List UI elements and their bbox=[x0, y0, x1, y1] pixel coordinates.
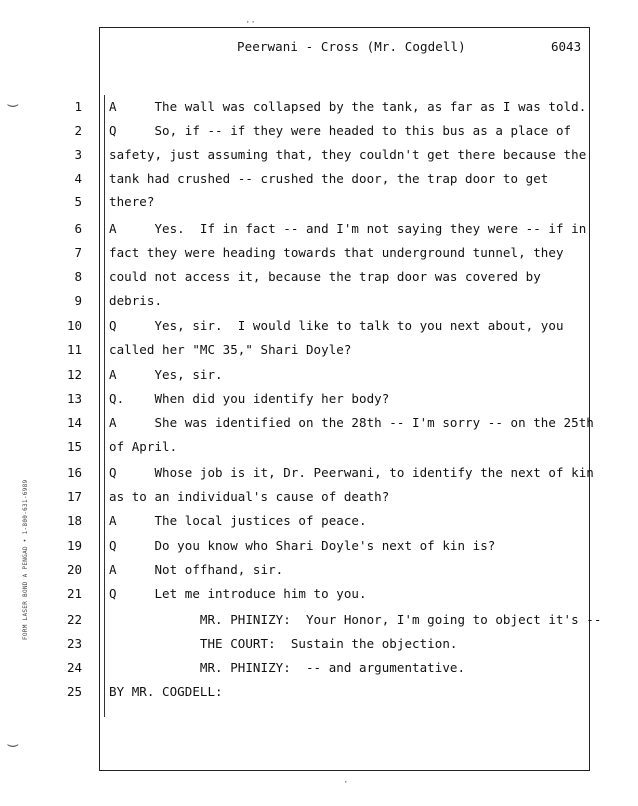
line-number: 23 bbox=[66, 636, 82, 651]
transcript-line: THE COURT: Sustain the objection. bbox=[109, 636, 458, 651]
line-number: 6 bbox=[74, 221, 82, 236]
page-header-title: Peerwani - Cross (Mr. Cogdell) bbox=[237, 39, 466, 54]
line-number-rule bbox=[104, 95, 105, 717]
scan-mark-bottom: · bbox=[343, 778, 349, 788]
line-number: 18 bbox=[66, 513, 82, 528]
transcript-line: Q. When did you identify her body? bbox=[109, 391, 390, 406]
line-number: 17 bbox=[66, 489, 82, 504]
transcript-line: Q Let me introduce him to you. bbox=[109, 586, 367, 601]
line-number: 7 bbox=[74, 245, 82, 260]
line-number: 15 bbox=[66, 439, 82, 454]
page-number: 6043 bbox=[551, 39, 582, 54]
transcript-line: A Not offhand, sir. bbox=[109, 562, 284, 577]
line-number: 3 bbox=[74, 147, 82, 162]
line-number: 25 bbox=[66, 684, 82, 699]
punch-hole-mark-bottom: ‿ bbox=[8, 728, 18, 747]
line-number: 12 bbox=[66, 367, 82, 382]
line-number: 22 bbox=[66, 612, 82, 627]
transcript-line: Q So, if -- if they were headed to this bus as a place of bbox=[109, 123, 572, 138]
line-number: 8 bbox=[74, 269, 82, 284]
margin-form-imprint: FORM LASER BOND A PENGAD • 1-800-631-6989 bbox=[22, 479, 29, 640]
transcript-line: A The wall was collapsed by the tank, as far as I was told. bbox=[109, 99, 587, 114]
transcript-line: called her "MC 35," Shari Doyle? bbox=[109, 342, 352, 357]
transcript-line: as to an individual's cause of death? bbox=[109, 489, 390, 504]
transcript-line: A She was identified on the 28th -- I'm sorry -- on the 25th bbox=[109, 415, 594, 430]
line-number: 13 bbox=[66, 391, 82, 406]
line-number: 20 bbox=[66, 562, 82, 577]
line-number: 5 bbox=[74, 194, 82, 209]
line-number: 14 bbox=[66, 415, 82, 430]
transcript-line: MR. PHINIZY: Your Honor, I'm going to object it's -- bbox=[109, 612, 602, 627]
scan-mark-top: ·· bbox=[245, 18, 256, 28]
line-number: 16 bbox=[66, 465, 82, 480]
line-number: 24 bbox=[66, 660, 82, 675]
transcript-line: A Yes. If in fact -- and I'm not saying they were -- if in bbox=[109, 221, 587, 236]
transcript-line: MR. PHINIZY: -- and argumentative. bbox=[109, 660, 466, 675]
transcript-line: A The local justices of peace. bbox=[109, 513, 367, 528]
transcript-line: of April. bbox=[109, 439, 178, 454]
line-number: 2 bbox=[74, 123, 82, 138]
transcript-line: A Yes, sir. bbox=[109, 367, 223, 382]
transcript-line: debris. bbox=[109, 293, 163, 308]
transcript-line: safety, just assuming that, they couldn't get there because the bbox=[109, 147, 587, 162]
line-number: 1 bbox=[74, 99, 82, 114]
transcript-line: there? bbox=[109, 194, 155, 209]
line-number: 10 bbox=[66, 318, 82, 333]
transcript-line: Q Whose job is it, Dr. Peerwani, to identify the next of kin bbox=[109, 465, 594, 480]
punch-hole-mark-top: ‿ bbox=[8, 88, 18, 107]
transcript-line: BY MR. COGDELL: bbox=[109, 684, 223, 699]
line-number: 9 bbox=[74, 293, 82, 308]
transcript-line: Q Do you know who Shari Doyle's next of kin is? bbox=[109, 538, 496, 553]
line-number: 19 bbox=[66, 538, 82, 553]
transcript-line: fact they were heading towards that underground tunnel, they bbox=[109, 245, 564, 260]
line-number: 21 bbox=[66, 586, 82, 601]
line-number: 4 bbox=[74, 171, 82, 186]
transcript-line: tank had crushed -- crushed the door, the trap door to get bbox=[109, 171, 549, 186]
line-number: 11 bbox=[66, 342, 82, 357]
transcript-line: could not access it, because the trap door was covered by bbox=[109, 269, 541, 284]
transcript-line: Q Yes, sir. I would like to talk to you next about, you bbox=[109, 318, 564, 333]
